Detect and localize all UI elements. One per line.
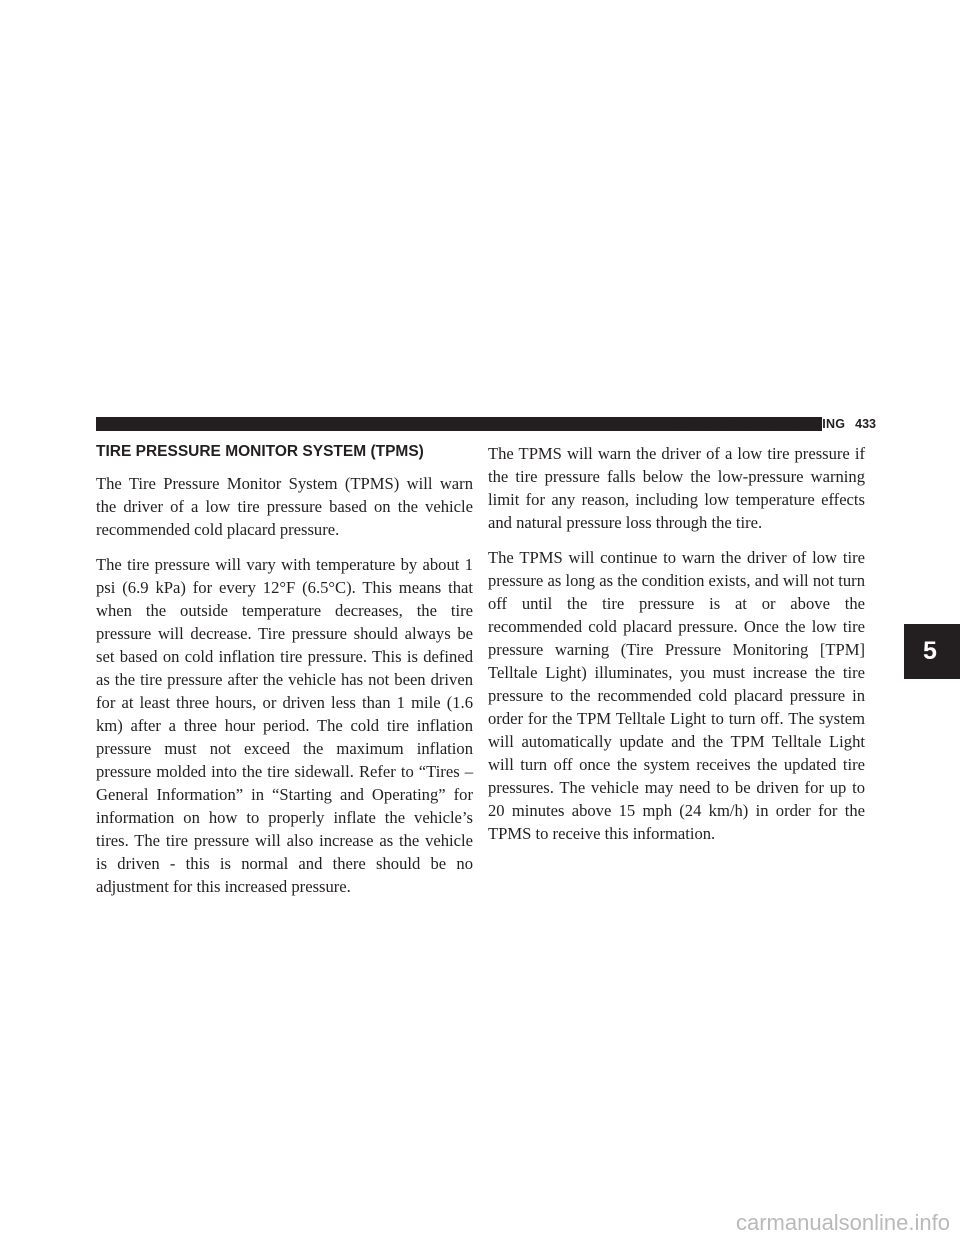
running-header-section: STARTING AND OPERATING — [670, 417, 846, 431]
section-heading: TIRE PRESSURE MONITOR SYSTEM (TPMS) — [96, 443, 424, 460]
right-column — [488, 442, 865, 857]
paragraph: The Tire Pressure Monitor System (TPMS) will warn the driver of a low tire pressure based on the vehicle recommended cold placard pressure. — [96, 474, 473, 539]
page-number: 433 — [855, 417, 876, 431]
paragraph: The tire pressure will vary with temperature by about 1 psi (6.9 kPa) for every 12°F (6.5°C). This means that when the outside temperature decreases, the tire pressure will decrease. Tire pressure should always be set based on cold inflation tire pressure. This is defined as the tire pressure after the vehicle has not been driven for at least three hours, or driven less than 1 mile (1.6 km) after a three hour period. The cold tire inflation pressure must not exceed the maximum inflation pressure molded into the tire sidewall. Refer to “Tires – General Information” in “Starting and Operating” for information on how to properly inflate the vehicle’s tires. The tire pressure will also increase as the vehicle is driven - this is normal and there should be no adjustment for this increased pressure. — [96, 555, 473, 896]
chapter-tab: 5 — [904, 624, 960, 679]
paragraph: The TPMS will continue to warn the driver of low tire pressure as long as the condition exists, and will not turn off until the tire pressure is at or above the recommended cold placard pressure. Once the low tire pressure warning (Tire Pressure Monitoring [TPM] Telltale Light) illuminates, you must increase the tire pressure to the recommended cold placard pressure in order for the TPM Telltale Light to turn off. The system will automatically update and the TPM Telltale Light will turn off once the system receives the updated tire pressures. The vehicle may need to be driven for up to 20 minutes above 15 mph (24 km/h) in order for the TPMS to receive this information. — [488, 548, 865, 843]
watermark-text: carmanualsonline.info — [735, 1210, 950, 1235]
left-column — [96, 472, 473, 910]
paragraph: The TPMS will warn the driver of a low tire pressure if the tire pressure falls below the low-pressure warning limit for any reason, including low temperature effects and natural pressure loss through the tire. — [488, 444, 865, 532]
